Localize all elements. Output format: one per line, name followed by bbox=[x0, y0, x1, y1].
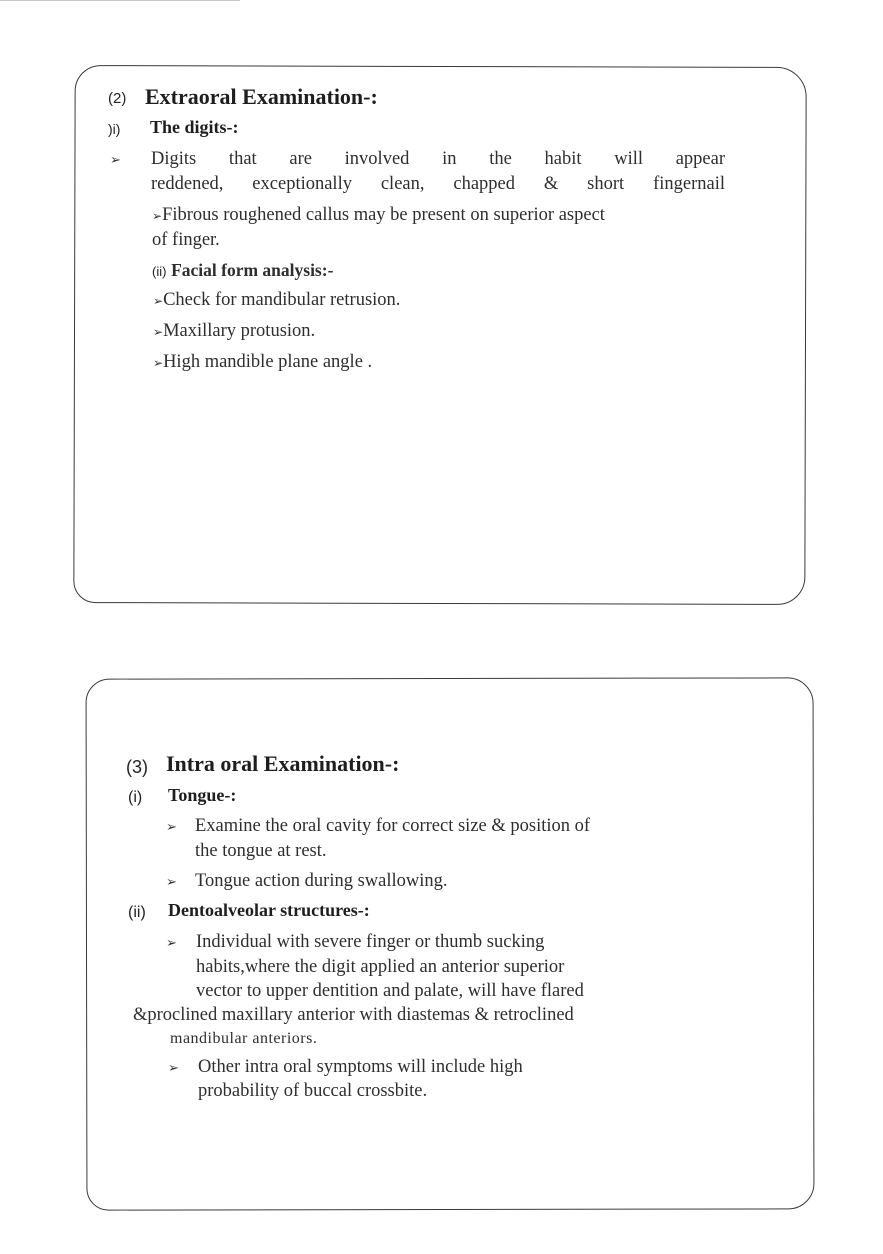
facial-bullet-maxillary bbox=[153, 320, 315, 343]
facial-bullet-plane-angle bbox=[153, 351, 372, 374]
section-3-title: Intra oral Examination-: bbox=[166, 751, 400, 776]
tongue-bullet-line-2: the tongue at rest. bbox=[195, 841, 327, 861]
section-2-title: Extraoral Examination-: bbox=[145, 84, 378, 109]
dentoalveolar-bullet-line-1: Individual with severe finger or thumb sucking bbox=[196, 932, 545, 952]
subsection-digits-title: The digits-: bbox=[150, 117, 239, 137]
facial-bullet-maxillary-text: Maxillary protusion. bbox=[163, 321, 316, 341]
symptoms-bullet-line-1: Other intra oral symptoms will include high bbox=[198, 1057, 523, 1077]
subsection-digits-number: )i) bbox=[108, 121, 121, 137]
bullet-arrow-icon: ➢ bbox=[168, 1061, 179, 1076]
subsection-tongue-number: (i) bbox=[128, 789, 143, 806]
symptoms-bullet-line-2: probability of buccal crossbite. bbox=[198, 1081, 428, 1101]
subsection-facial-form bbox=[152, 259, 333, 283]
facial-bullet-mandibular-text: Check for mandibular retrusion. bbox=[163, 290, 401, 310]
bullet-arrow-icon: ➢ bbox=[166, 875, 177, 890]
subsection-dentoalveolar-number: (ii) bbox=[128, 904, 146, 921]
section-3-number: (3) bbox=[126, 757, 148, 777]
subsection-facial-form-title: Facial form analysis:- bbox=[171, 260, 334, 280]
bullet-arrow-icon: ➢ bbox=[110, 153, 121, 168]
dentoalveolar-bullet-line-2: habits,where the digit applied an anterior superior bbox=[196, 957, 565, 977]
tongue-bullet-line-1: Examine the oral cavity for correct size & position of bbox=[195, 816, 591, 836]
dentoalveolar-bullet-line-4: &proclined maxillary anterior with diastemas & retroclined bbox=[133, 1005, 574, 1025]
bullet-arrow-icon: ➢ bbox=[153, 325, 164, 339]
section-2-number: (2) bbox=[108, 90, 127, 107]
callus-bullet-text: Fibrous roughened callus may be present on superior aspect bbox=[162, 205, 605, 225]
facial-bullet-plane-angle-text: High mandible plane angle . bbox=[163, 352, 373, 372]
scan-edge-line bbox=[0, 0, 240, 1]
bullet-arrow-icon: ➢ bbox=[153, 356, 164, 370]
subsection-dentoalveolar-title: Dentoalveolar structures-: bbox=[168, 900, 370, 920]
bullet-arrow-icon: ➢ bbox=[166, 820, 177, 835]
bullet-arrow-icon: ➢ bbox=[153, 294, 164, 308]
dentoalveolar-bullet-line-5: mandibular anteriors. bbox=[170, 1030, 318, 1047]
digits-bullet-line-2: reddened, exceptionally clean, chapped & short fingernail bbox=[151, 174, 725, 194]
tongue-bullet-swallowing: Tongue action during swallowing. bbox=[195, 871, 448, 891]
callus-bullet-line-2: of finger. bbox=[152, 230, 220, 250]
subsection-tongue-title: Tongue-: bbox=[168, 785, 237, 805]
bullet-arrow-icon: ➢ bbox=[152, 209, 163, 223]
dentoalveolar-bullet-line-3: vector to upper dentition and palate, will have flared bbox=[196, 981, 584, 1001]
subsection-facial-form-number: (ii) bbox=[152, 264, 167, 279]
digits-bullet-line-1: Digits that are involved in the habit will appear bbox=[151, 149, 725, 169]
bullet-arrow-icon: ➢ bbox=[166, 936, 177, 951]
facial-bullet-mandibular bbox=[153, 289, 400, 312]
callus-bullet-line-1 bbox=[152, 204, 605, 227]
